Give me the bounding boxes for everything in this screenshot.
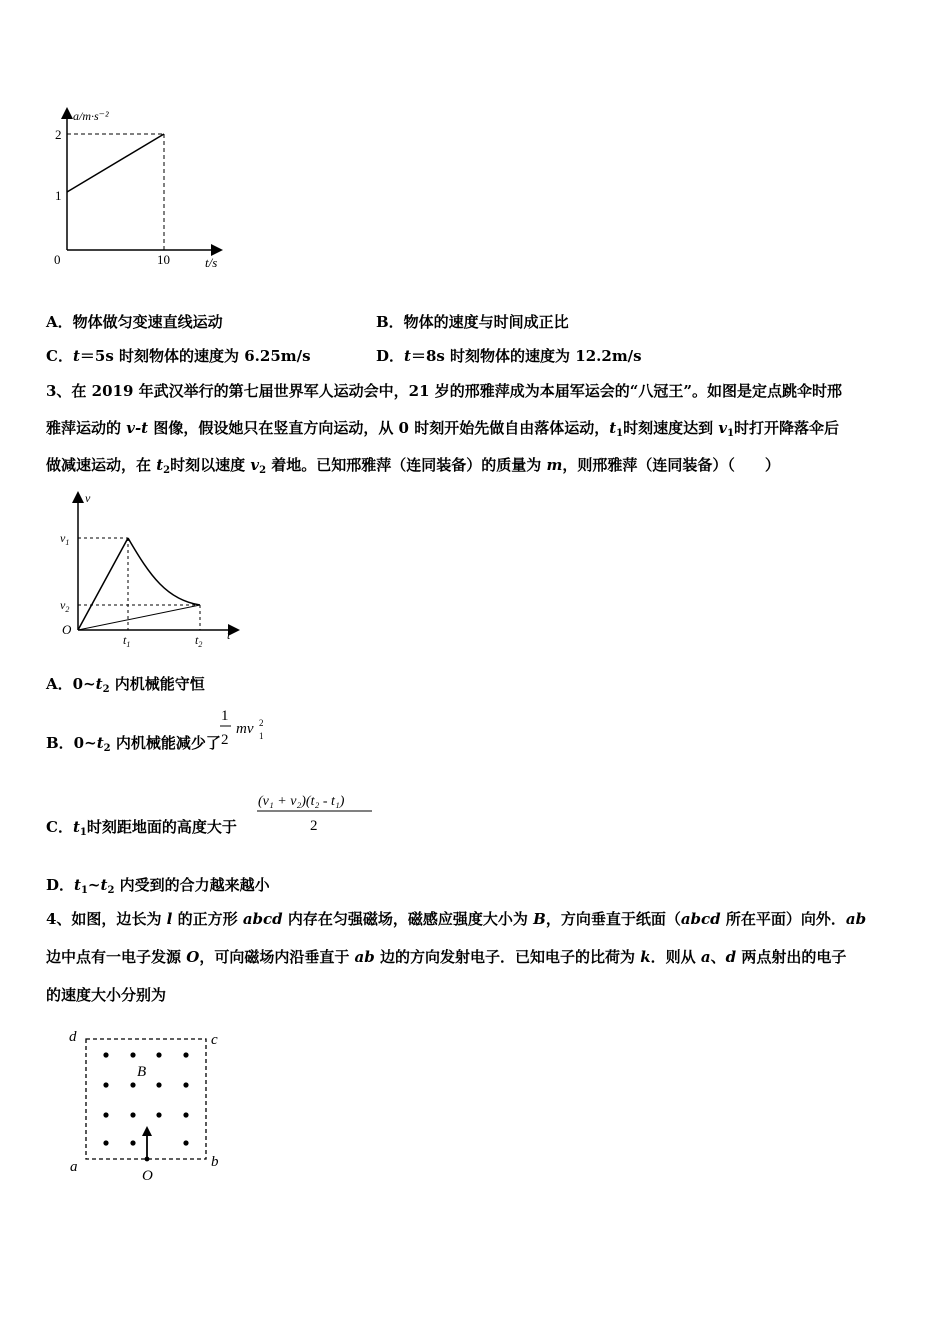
y-tick-1: 1 — [55, 188, 62, 203]
t1-label: $t_1$ — [123, 633, 131, 649]
deceleration-curve — [128, 538, 200, 605]
v-axis-label: v — [85, 491, 91, 505]
source-o-label: O — [142, 1168, 153, 1184]
x-tick-10: 10 — [157, 252, 170, 267]
q3-option-c-formula — [255, 788, 380, 838]
q3-option-d: D．$t_1\sim t_2$ 内受到的合力越来越小 — [46, 876, 270, 896]
acceleration-line — [67, 134, 164, 192]
corner-c-label: c — [211, 1032, 218, 1048]
origin-label: 0 — [54, 252, 61, 267]
q2-option-d: D．t＝8s 时刻物体的速度为 12.2m/s — [376, 347, 642, 365]
q3-stem-line2: 雅萍运动的 v-t 图像，假设她只在竖直方向运动，从 0 时刻开始先做自由落体运动，$t_1$时刻速度达到 $v_1$时打开降落伞后 — [46, 419, 840, 439]
q2-option-a: A．物体做匀变速直线运动 — [46, 313, 223, 331]
acceleration-time-graph — [40, 100, 240, 275]
q4-stem-line1: 4、如图，边长为 l 的正方形 abcd 内存在匀强磁场，磁感应强度大小为 B，方向垂直于纸面（abcd 所在平面）向外．ab — [46, 910, 867, 928]
q3-stem-line3: 做减速运动，在 $t_2$时刻以速度 $v_2$ 着地。已知邢雅萍（连同装备）的质量为 m，则邢雅萍（连同装备）（ ） — [46, 456, 780, 476]
arrow-head-icon — [142, 1126, 152, 1136]
q4-stem-line3: 的速度大小分别为 — [46, 986, 167, 1004]
svg-text:2: 2 — [259, 718, 264, 728]
corner-a-label: a — [70, 1159, 78, 1175]
svg-text:1: 1 — [259, 731, 264, 741]
y-tick-2: 2 — [55, 127, 62, 142]
corner-d-label: d — [69, 1029, 77, 1045]
q4-stem-line2: 边中点有一电子发源 O，可向磁场内沿垂直于 ab 边的方向发射电子．已知电子的比荷为 k．则从 a、d 两点射出的电子 — [46, 948, 847, 966]
q3-option-c: C．$t_1$时刻距地面的高度大于 — [46, 818, 237, 838]
t-axis-label: t — [227, 628, 231, 642]
svg-text:2: 2 — [310, 818, 318, 834]
q2-option-c: C．t＝5s 时刻物体的速度为 6.25m/s — [46, 347, 311, 365]
q3-option-a: A．$0\sim t_2$ 内机械能守恒 — [46, 675, 205, 695]
svg-text:2: 2 — [221, 732, 229, 748]
origin-o-label: O — [62, 622, 72, 637]
t2-label: $t_2$ — [195, 633, 203, 649]
svg-text:mv: mv — [236, 721, 254, 737]
source-point-o — [145, 1157, 150, 1162]
square-abcd — [86, 1039, 206, 1159]
svg-text:1: 1 — [221, 708, 229, 724]
free-fall-line — [78, 538, 128, 630]
reference-line-o-to-v2 — [78, 605, 200, 630]
corner-b-label: b — [211, 1154, 219, 1170]
field-b-label: B — [137, 1064, 147, 1080]
y-axis-label: a/m·s⁻² — [73, 109, 109, 123]
q3-option-b-formula — [218, 704, 278, 754]
magnetic-field-square-figure — [60, 1022, 235, 1187]
v2-label: $v_2$ — [60, 598, 70, 614]
velocity-time-graph — [55, 488, 245, 650]
q2-option-b: B．物体的速度与时间成正比 — [376, 313, 569, 331]
svg-text:(v₁ + v₂)(t₂ - t₁): (v₁ + v₂)(t₂ - t₁) — [258, 794, 345, 809]
q3-stem-line1: 3、在 2019 年武汉举行的第七届世界军人运动会中，21 岁的邢雅萍成为本届军运会的“八冠王”。如图是定点跳伞时邢 — [46, 382, 842, 400]
q3-option-b: B．$0\sim t_2$ 内机械能减少了 — [46, 734, 221, 754]
v1-label: $v_1$ — [60, 531, 70, 547]
x-axis-label: t/s — [205, 255, 218, 270]
